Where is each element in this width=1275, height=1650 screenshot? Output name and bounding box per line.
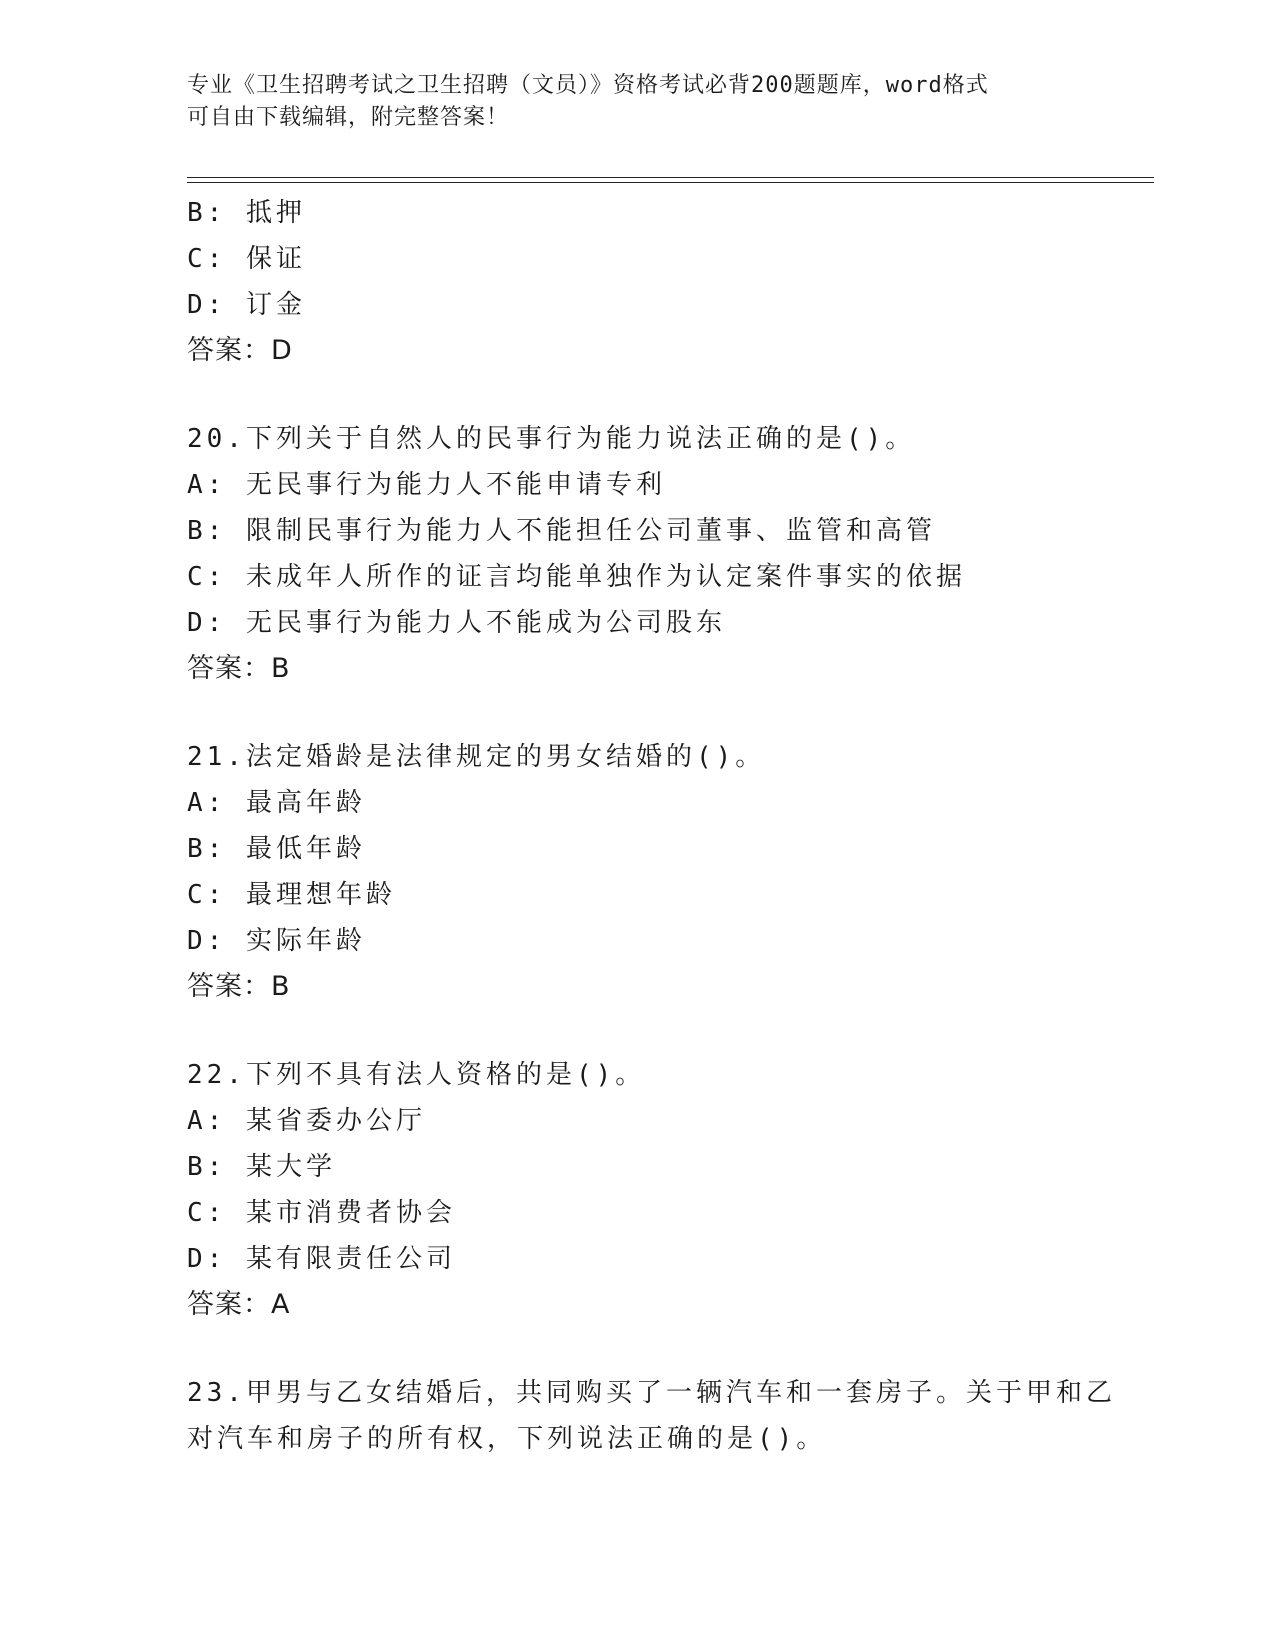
option-c: C: 最理想年龄: [187, 880, 396, 910]
question-stem-line-2: 对汽车和房子的所有权，下列说法正确的是()。: [187, 1424, 827, 1454]
option-c: C: 保证: [187, 244, 306, 274]
answer-line: 答案：D: [187, 335, 293, 366]
question-23: [187, 1370, 1127, 1462]
option-c: C: 未成年人所作的证言均能单独作为认定案件事实的依据: [187, 562, 966, 592]
question-21: [187, 734, 1127, 1010]
question-list: [187, 190, 1127, 1462]
option-c: C: 某市消费者协会: [187, 1198, 456, 1228]
answer-line: 答案：B: [187, 971, 291, 1002]
header-title-line-2: 可自由下载编辑，附完整答案！: [187, 105, 510, 130]
answer-line: 答案：A: [187, 1289, 291, 1320]
option-d: D: 某有限责任公司: [187, 1244, 456, 1274]
option-d: D: 订金: [187, 290, 306, 320]
spacer: [187, 1328, 1127, 1370]
option-d: D: 实际年龄: [187, 926, 366, 956]
document-header: [187, 70, 1087, 134]
option-a: A: 无民事行为能力人不能申请专利: [187, 470, 666, 500]
option-a: A: 最高年龄: [187, 788, 366, 818]
question-stem-line-1: 23.甲男与乙女结婚后，共同购买了一辆汽车和一套房子。关于甲和乙: [187, 1378, 1116, 1408]
spacer: [187, 1010, 1127, 1052]
question-stem: 20.下列关于自然人的民事行为能力说法正确的是()。: [187, 424, 916, 454]
question-19-continued: [187, 190, 1127, 374]
option-b: B: 限制民事行为能力人不能担任公司董事、监管和高管: [187, 516, 936, 546]
question-stem: 22.下列不具有法人资格的是()。: [187, 1060, 646, 1090]
option-a: A: 某省委办公厅: [187, 1106, 426, 1136]
answer-line: 答案：B: [187, 653, 291, 684]
header-divider-bottom: [187, 182, 1154, 183]
header-divider-top: [187, 177, 1154, 178]
question-20: [187, 416, 1127, 692]
option-b: B: 某大学: [187, 1152, 336, 1182]
spacer: [187, 692, 1127, 734]
question-22: [187, 1052, 1127, 1328]
header-title-line-1: 专业《卫生招聘考试之卫生招聘（文员）》资格考试必背200题题库，word格式: [187, 73, 989, 98]
spacer: [187, 374, 1127, 416]
question-stem: 21.法定婚龄是法律规定的男女结婚的()。: [187, 742, 766, 772]
option-b: B: 最低年龄: [187, 834, 366, 864]
option-b: B: 抵押: [187, 198, 306, 228]
option-d: D: 无民事行为能力人不能成为公司股东: [187, 608, 726, 638]
